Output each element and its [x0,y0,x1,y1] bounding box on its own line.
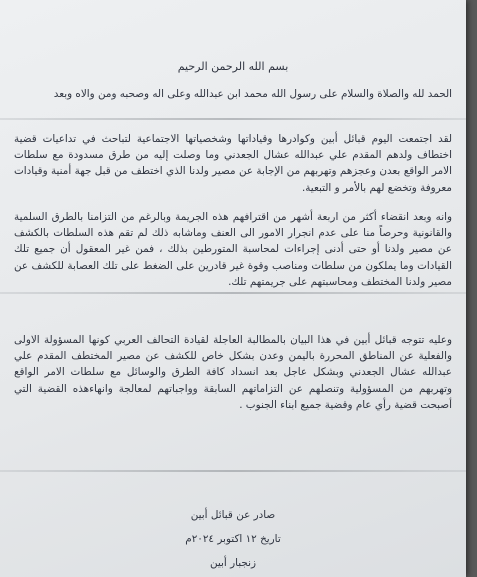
issue-date: تاريخ ١٢ اكتوبر ٢٠٢٤م [185,533,281,545]
paper-fold [0,118,466,120]
meeting-paragraph: لقد اجتمعت اليوم قبائل أبين وكوادرها وقياداتها وشخصياتها الاجتماعية لتباحث في تداعيات قضية اختطاف ولدهم المقدم علي عبدالله عشال الجعدني وما وصلت إليه من طرق مسدودة مع سلطات الامر الواقع بعدن وعجزهم وتهربهم من الإجابة عن مصير ولدنا الذي اختطف من قبل جهة أمنية وقيادات معروفة وتخضع لهم بالأمر و التبعية. [14,133,452,194]
paper-fold [0,292,466,294]
issue-place: زنجبار أبين [209,557,257,569]
issued-by: صادر عن قبائل أبين [190,509,276,521]
opening-paragraph: الحمد لله والصلاة والسلام على رسول الله محمد ابن عبدالله وعلى اله وصحبه ومن والاه وبعد [53,88,452,100]
basmala: بسم الله الرحمن الرحيم [177,60,289,73]
paper-fold [0,470,466,472]
demands-paragraph: وانه وبعد انقضاء أكثر من اربعة أشهر من اقترافهم هذه الجريمة وبالرغم من التزامنا بالطرق السلمية والقانونية وحرصاً منا على عدم انجرار الامور الى العنف وماشابه ذلك لم تقم هذه السلطات بالكشف عن مصير ولدنا أو حتى أدنى إجراءات لمحاسبة المتورطين بذلك ، فمن غير المعقول أن جميع تلك القيادات وما يملكون من سلطات ومناصب وقوة غير قادرين على الضغط على تلك العصابة للكشف عن مصير ولدنا المختطف ومحاسبتهم على جريمتهم تلك. [14,211,452,288]
appeal-paragraph: وعليه تتوجه قبائل أبين في هذا البيان بالمطالبة العاجلة لقيادة التحالف العربي كونها المسؤولة الاولى والفعلية عن المناطق المحررة باليمن وعدن بشكل خاص للكشف عن مصير المختطف المقدم علي عبدالله عشال الجعدني وبشكل عاجل بعد انسداد كافة الطرق والوسائل مع سلطات الامر الواقع وتهربهم من المسؤولية وتنصلهم عن التزاماتهم السابقة وواجباتهم لمعالجة وانهاءهذه القضية التي أصبحت قضية رأي عام وقضية جميع ابناء الجنوب . [14,334,452,411]
